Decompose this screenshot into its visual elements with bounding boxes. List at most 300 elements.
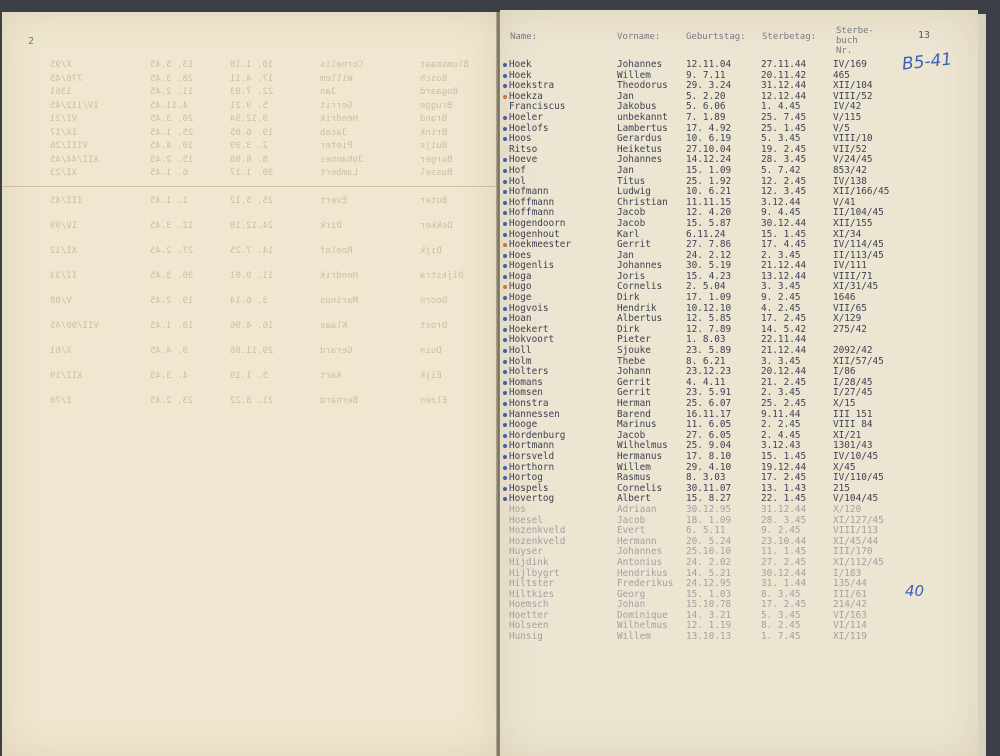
bleedthrough-text: Pieter: [320, 141, 353, 151]
cell-deathdate: 8. 3.45: [761, 588, 801, 600]
cell-deathdate: 22. 1.45: [761, 493, 807, 505]
bleedthrough-text: II/33: [50, 271, 78, 281]
cell-register-number: II/104/45: [833, 207, 884, 219]
cell-register-number: I/28/45: [833, 376, 873, 388]
cell-deathdate: 12. 3.45: [761, 186, 807, 198]
cell-firstname: Joris: [617, 270, 646, 282]
cell-deathdate: 28. 3.45: [761, 154, 807, 166]
cell-firstname: Johannes: [617, 59, 663, 70]
cell-birthdate: 27. 6.05: [686, 429, 732, 441]
cell-deathdate: 27.11.44: [761, 59, 807, 70]
bleedthrough-text: IV/112/45: [50, 100, 99, 111]
bleedthrough-row: [20, 221, 480, 232]
pencil-tick-mark: [503, 360, 507, 364]
cell-register-number: 214/42: [833, 599, 867, 611]
table-row: [503, 558, 923, 569]
cell-birthdate: 30. 5.19: [686, 260, 732, 272]
cell-register-number: III/61: [833, 588, 867, 600]
cell-register-number: XII/104: [833, 80, 873, 92]
cell-firstname: Marinus: [617, 419, 657, 431]
cell-firstname: Hermanus: [617, 450, 663, 462]
cell-name: Hannessen: [509, 408, 560, 420]
cell-register-number: XI/127/45: [833, 514, 884, 526]
cell-register-number: VII/52: [833, 143, 867, 155]
left-page-marker: 2: [28, 36, 35, 47]
pencil-tick-mark: [503, 95, 507, 99]
cell-deathdate: 20.12.44: [761, 366, 807, 378]
pencil-tick-mark: [503, 413, 507, 417]
cell-name: Hortmann: [509, 440, 555, 452]
cell-birthdate: 12. 5.85: [686, 313, 732, 325]
bleedthrough-text: 25. 1.45: [150, 127, 194, 138]
cell-register-number: 275/42: [833, 323, 867, 335]
cell-deathdate: 9. 2.45: [761, 292, 801, 304]
cell-name: Hogenlis: [509, 260, 555, 272]
cell-deathdate: 19. 2.45: [761, 143, 807, 155]
cell-register-number: 215: [833, 482, 850, 494]
cell-birthdate: 4. 4.11: [686, 376, 726, 388]
handwritten-annotation-bottom: 40: [905, 582, 925, 600]
cell-firstname: Johannes: [617, 546, 663, 558]
cell-register-number: VIII 84: [833, 419, 873, 431]
cell-deathdate: 5. 7.42: [761, 164, 801, 176]
cell-register-number: II/113/45: [833, 249, 884, 261]
cell-birthdate: 14.12.24: [686, 154, 732, 166]
cell-birthdate: 15.10.78: [686, 599, 732, 611]
cell-birthdate: 27. 7.86: [686, 239, 732, 251]
cell-register-number: XII/57/45: [833, 355, 884, 367]
pencil-tick-mark: [503, 63, 507, 67]
cell-name: Hofmann: [509, 186, 549, 198]
bleedthrough-text: 21. 8.22: [230, 396, 274, 406]
cell-firstname: Adriaan: [617, 503, 657, 515]
cell-deathdate: 27. 2.45: [761, 556, 807, 568]
table-row: [503, 60, 923, 71]
cell-firstname: Jacob: [617, 514, 646, 526]
bleedthrough-text: Brugge: [420, 100, 453, 111]
cell-deathdate: 20.11.42: [761, 69, 807, 81]
cell-firstname: Lambertus: [617, 122, 668, 134]
cell-firstname: Wilhelmus: [617, 620, 668, 632]
bleedthrough-row: [20, 271, 480, 282]
bleedthrough-text: XI/23: [50, 168, 78, 178]
cell-birthdate: 25. 1.92: [686, 175, 732, 187]
cell-name: Hoek: [509, 69, 532, 81]
cell-register-number: 2092/42: [833, 345, 873, 357]
header-register: Sterbe-buch Nr.: [836, 26, 874, 56]
cell-deathdate: 21.12.44: [761, 345, 807, 357]
cell-deathdate: 17. 2.45: [761, 472, 807, 484]
bleedthrough-text: 5. 9.21: [230, 100, 268, 111]
bleedthrough-text: Cornelis: [320, 60, 364, 70]
cell-firstname: Georg: [617, 588, 646, 600]
bleedthrough-text: Bernard: [320, 396, 358, 406]
pencil-tick-mark: [503, 233, 507, 237]
bleedthrough-text: Aart: [320, 371, 342, 381]
pencil-tick-mark: [503, 434, 507, 438]
pencil-tick-mark: [503, 296, 507, 300]
cell-name: Hoelofs: [509, 122, 549, 134]
pencil-tick-mark: [503, 391, 507, 395]
cell-register-number: VIII/113: [833, 525, 879, 537]
bleedthrough-text: XI/12: [50, 246, 78, 256]
cell-register-number: VI/163: [833, 609, 867, 621]
cell-deathdate: 8. 2.45: [761, 620, 801, 632]
pencil-tick-mark: [503, 211, 507, 215]
bleedthrough-text: 10. 4.45: [150, 141, 194, 151]
cell-birthdate: 30.11.07: [686, 482, 732, 494]
cell-firstname: Gerrit: [617, 387, 651, 399]
bleedthrough-row: [20, 196, 480, 207]
cell-firstname: Hendrik: [617, 302, 657, 314]
bleedthrough-text: 3. 6.14: [230, 296, 268, 306]
cell-firstname: Christian: [617, 196, 668, 208]
cell-birthdate: 5. 6.06: [686, 101, 726, 113]
bleedthrough-row: [20, 371, 480, 382]
cell-firstname: Willem: [617, 69, 651, 81]
cell-birthdate: 12. 1.19: [686, 620, 732, 632]
cell-register-number: X/129: [833, 313, 862, 325]
cell-name: Holseen: [509, 620, 549, 632]
cell-birthdate: 18. 1.09: [686, 514, 732, 526]
cell-deathdate: 17. 2.45: [761, 313, 807, 325]
cell-register-number: V/24/45: [833, 154, 873, 166]
cell-firstname: Titus: [617, 175, 646, 187]
cell-deathdate: 13.12.44: [761, 270, 807, 282]
pencil-tick-mark: [503, 317, 507, 321]
table-row: [503, 452, 923, 463]
pencil-tick-mark: [503, 370, 507, 374]
cell-deathdate: 17. 4.45: [761, 239, 807, 251]
cell-firstname: Dominique: [617, 609, 668, 621]
cell-deathdate: 15. 1.45: [761, 450, 807, 462]
cell-birthdate: 14. 5.21: [686, 567, 732, 579]
cell-register-number: IV/138: [833, 175, 867, 187]
cell-register-number: IV/114/45: [833, 239, 884, 251]
cell-name: Horthorn: [509, 461, 555, 473]
cell-register-number: III 151: [833, 408, 873, 420]
header-death: Sterbetag:: [762, 32, 817, 42]
cell-birthdate: 9. 7.11: [686, 69, 726, 81]
cell-deathdate: 2. 4.45: [761, 429, 801, 441]
bleedthrough-row: [20, 87, 480, 98]
cell-deathdate: 14. 5.42: [761, 323, 807, 335]
bleedthrough-text: 10. 1.10: [230, 60, 274, 70]
cell-deathdate: 1. 7.45: [761, 631, 801, 643]
register-table: [503, 60, 923, 643]
bleedthrough-row: [20, 246, 480, 257]
cell-firstname: Karl: [617, 228, 640, 240]
pencil-tick-mark: [503, 201, 507, 205]
bleedthrough-text: X/95: [50, 60, 72, 70]
bleedthrough-text: 1361: [50, 87, 72, 97]
bleedthrough-text: 14. 7.25: [230, 246, 274, 256]
cell-register-number: V/115: [833, 111, 862, 123]
bleedthrough-text: Bogaard: [420, 87, 458, 97]
bleedthrough-text: 12. 3.45: [150, 221, 194, 231]
cell-firstname: Wilhelmus: [617, 440, 668, 452]
cell-name: Homsen: [509, 387, 543, 399]
bleedthrough-text: 19. 2.45: [150, 296, 194, 306]
pencil-tick-mark: [503, 254, 507, 258]
bleedthrough-text: III/45: [50, 196, 83, 206]
cell-deathdate: 3.12.44: [761, 196, 801, 208]
cell-name: Honstra: [509, 398, 549, 409]
cell-deathdate: 25. 7.45: [761, 111, 807, 123]
cell-name: Hoekstra: [509, 80, 555, 92]
cell-name: Ritso: [509, 143, 538, 155]
cell-birthdate: 15. 1.09: [686, 164, 732, 176]
cell-firstname: Gerrit: [617, 376, 651, 388]
cell-firstname: Jacob: [617, 207, 646, 219]
table-row: [503, 632, 923, 643]
cell-birthdate: 10. 6.19: [686, 133, 732, 145]
cell-register-number: XII/155: [833, 217, 873, 229]
cell-name: Huyser: [509, 546, 543, 558]
bleedthrough-text: 19. 6.05: [230, 127, 274, 138]
bleedthrough-text: 23. 2.45: [150, 396, 194, 406]
bleedthrough-text: 30. 1.17: [230, 168, 274, 178]
left-page-fold-line: [2, 186, 497, 187]
bleedthrough-text: 9.12.94: [230, 114, 268, 124]
bleedthrough-text: Blomsmaat: [420, 60, 469, 70]
pencil-tick-mark: [503, 285, 507, 289]
cell-birthdate: 14. 3.21: [686, 609, 732, 621]
pencil-tick-mark: [503, 466, 507, 470]
bleedthrough-text: 27. 2.45: [150, 246, 194, 256]
bleedthrough-text: Johannes: [320, 154, 364, 165]
table-row: [503, 399, 923, 410]
cell-name: Hoekmeester: [509, 239, 572, 251]
cell-birthdate: 12.11.04: [686, 59, 732, 70]
cell-birthdate: 11. 6.05: [686, 419, 732, 431]
cell-register-number: X/120: [833, 503, 862, 515]
cell-birthdate: 23. 5.89: [686, 345, 732, 357]
cell-register-number: XII/166/45: [833, 186, 890, 198]
cell-deathdate: 19.12.44: [761, 461, 807, 473]
cell-register-number: IV/10/45: [833, 450, 879, 462]
cell-birthdate: 15. 1.03: [686, 588, 732, 600]
cell-birthdate: 7. 1.89: [686, 111, 726, 123]
bleedthrough-text: Dijkstra: [420, 271, 464, 281]
cell-birthdate: 6. 5.11: [686, 525, 726, 537]
bleedthrough-row: [20, 60, 480, 71]
cell-deathdate: 9.11.44: [761, 408, 801, 420]
cell-register-number: VIII/71: [833, 270, 873, 282]
pencil-tick-mark: [503, 169, 507, 173]
cell-birthdate: 30.12.95: [686, 503, 732, 515]
pencil-tick-mark: [503, 275, 507, 279]
cell-birthdate: 20. 5.24: [686, 535, 732, 547]
pencil-tick-mark: [503, 497, 507, 501]
cell-birthdate: 10.12.10: [686, 302, 732, 314]
cell-register-number: V/41: [833, 196, 856, 208]
cell-name: Hoes: [509, 249, 532, 261]
bleedthrough-text: 29.11.06: [230, 346, 274, 356]
table-row: [503, 113, 923, 124]
bleedthrough-text: Dirk: [320, 221, 342, 231]
cell-birthdate: 11.11.15: [686, 196, 732, 208]
bleedthrough-text: Dekker: [420, 221, 453, 231]
cell-register-number: 1301/43: [833, 440, 873, 452]
bleedthrough-text: 24.12.10: [230, 221, 274, 231]
cell-deathdate: 17. 2.45: [761, 599, 807, 611]
bleedthrough-text: 4.11.45: [150, 100, 188, 111]
cell-firstname: Jacob: [617, 429, 646, 441]
bleedthrough-text: Burger: [420, 154, 453, 165]
bleedthrough-text: 15. 2.45: [150, 154, 194, 165]
cell-deathdate: 31. 1.44: [761, 578, 807, 590]
bleedthrough-text: Roelof: [320, 246, 353, 256]
bleedthrough-text: Lambert: [320, 168, 358, 178]
handwritten-annotation-top: B5-41: [901, 49, 954, 75]
pencil-tick-mark: [503, 455, 507, 459]
bleedthrough-text: I/70: [50, 396, 72, 406]
cell-name: Hunsig: [509, 631, 543, 643]
cell-register-number: 135/44: [833, 578, 867, 590]
cell-name: Hovertog: [509, 493, 555, 505]
bleedthrough-text: 30. 3.45: [150, 271, 194, 281]
cell-name: Hospels: [509, 482, 549, 494]
cell-birthdate: 29. 3.24: [686, 80, 732, 92]
bleedthrough-text: 18. 1.45: [150, 321, 194, 331]
bleedthrough-text: VII/90/45: [50, 321, 99, 331]
cell-birthdate: 24.12.95: [686, 578, 732, 590]
cell-register-number: IV/169: [833, 59, 867, 70]
cell-name: Franciscus: [509, 101, 566, 113]
bleedthrough-text: Hendrik: [320, 114, 358, 124]
cell-birthdate: 25. 6.07: [686, 398, 732, 409]
cell-name: Hoeve: [509, 154, 538, 166]
bleedthrough-row: [20, 114, 480, 125]
bleedthrough-text: 17. 4.11: [230, 73, 274, 84]
cell-birthdate: 27.10.04: [686, 143, 732, 155]
bleedthrough-text: 28. 3.45: [150, 73, 194, 84]
cell-deathdate: 4. 2.45: [761, 302, 801, 314]
pencil-tick-mark: [503, 137, 507, 141]
cell-deathdate: 2. 2.45: [761, 419, 801, 431]
bleedthrough-text: Buter: [420, 196, 448, 206]
cell-firstname: unbekannt: [617, 111, 668, 123]
pencil-tick-mark: [503, 338, 507, 342]
pencil-tick-mark: [503, 190, 507, 194]
cell-firstname: Willem: [617, 631, 651, 643]
cell-birthdate: 6.11.24: [686, 228, 726, 240]
pencil-tick-mark: [503, 423, 507, 427]
pencil-tick-mark: [503, 243, 507, 247]
bleedthrough-row: [20, 346, 480, 357]
bleedthrough-text: Doorn: [420, 296, 448, 306]
cell-firstname: Jan: [617, 90, 634, 102]
cell-firstname: Dirk: [617, 292, 640, 304]
cell-name: Hijdink: [509, 556, 549, 568]
cell-name: Holl: [509, 345, 532, 357]
cell-deathdate: 22.11.44: [761, 334, 807, 346]
cell-firstname: Antonius: [617, 556, 663, 568]
cell-firstname: Theodorus: [617, 80, 668, 92]
header-name: Name:: [510, 32, 538, 42]
bleedthrough-row: [20, 128, 480, 139]
cell-birthdate: 12. 7.89: [686, 323, 732, 335]
pencil-tick-mark: [503, 127, 507, 131]
cell-firstname: Albertus: [617, 313, 663, 325]
cell-name: Horsveld: [509, 450, 555, 462]
cell-deathdate: 2. 3.45: [761, 387, 801, 399]
bleedthrough-text: 16. 4.96: [230, 321, 274, 331]
pencil-tick-mark: [503, 180, 507, 184]
cell-name: Hos: [509, 503, 526, 515]
cell-deathdate: 23.10.44: [761, 535, 807, 547]
bleedthrough-row: [20, 74, 480, 85]
cell-name: Hokvoort: [509, 334, 555, 346]
cell-name: Hiltster: [509, 578, 555, 590]
cell-name: Hoemsch: [509, 599, 549, 611]
cell-birthdate: 24. 2.02: [686, 556, 732, 568]
cell-name: Hoga: [509, 270, 532, 282]
cell-birthdate: 15. 5.87: [686, 217, 732, 229]
cell-firstname: Johannes: [617, 260, 663, 272]
cell-firstname: Thebe: [617, 355, 646, 367]
cell-deathdate: 5. 3.45: [761, 609, 801, 621]
pencil-tick-mark: [503, 381, 507, 385]
cell-register-number: III/170: [833, 546, 873, 558]
cell-name: Hoeler: [509, 111, 543, 123]
cell-birthdate: 8. 6.21: [686, 355, 726, 367]
cell-register-number: 1646: [833, 292, 856, 304]
cell-deathdate: 1. 4.45: [761, 101, 801, 113]
bleedthrough-text: Jacob: [320, 127, 348, 138]
cell-birthdate: 5. 2.20: [686, 90, 726, 102]
cell-register-number: 465: [833, 69, 850, 81]
cell-firstname: Herman: [617, 398, 651, 409]
cell-firstname: Cornelis: [617, 281, 663, 293]
bleedthrough-row: [20, 155, 480, 166]
cell-deathdate: 25. 2.45: [761, 398, 807, 409]
cell-register-number: XI/112/45: [833, 556, 884, 568]
pencil-tick-mark: [503, 476, 507, 480]
bleedthrough-text: 22. 7.03: [230, 87, 274, 97]
cell-firstname: Jacob: [617, 217, 646, 229]
cell-register-number: IV/110/45: [833, 472, 884, 484]
cell-birthdate: 25.10.10: [686, 546, 732, 558]
header-birth: Geburtstag:: [686, 32, 746, 42]
cell-name: Hoek: [509, 59, 532, 70]
bleedthrough-text: Bosch: [420, 73, 448, 84]
bleedthrough-text: 2. 3.99: [230, 141, 268, 151]
cell-name: Hogendoorn: [509, 217, 566, 229]
pencil-tick-mark: [503, 402, 507, 406]
bleedthrough-text: XII/19: [50, 371, 83, 381]
cell-name: Hugo: [509, 281, 532, 293]
cell-firstname: Jan: [617, 249, 634, 261]
table-row: [503, 219, 923, 230]
cell-deathdate: 3. 3.45: [761, 281, 801, 293]
cell-birthdate: 23.12.23: [686, 366, 732, 378]
cell-deathdate: 21.12.44: [761, 260, 807, 272]
cell-birthdate: 25. 9.04: [686, 440, 732, 452]
bleedthrough-text: Eijk: [420, 371, 442, 381]
cell-name: Hiltkies: [509, 588, 555, 600]
pencil-tick-mark: [503, 116, 507, 120]
cell-name: Hortog: [509, 472, 543, 484]
pencil-tick-mark: [503, 328, 507, 332]
bleedthrough-row: [20, 101, 480, 112]
pencil-tick-mark: [503, 74, 507, 78]
cell-deathdate: 13. 1.43: [761, 482, 807, 494]
bleedthrough-text: 776/45: [50, 73, 83, 84]
cell-name: Homans: [509, 376, 543, 388]
cell-name: Hooge: [509, 419, 538, 431]
